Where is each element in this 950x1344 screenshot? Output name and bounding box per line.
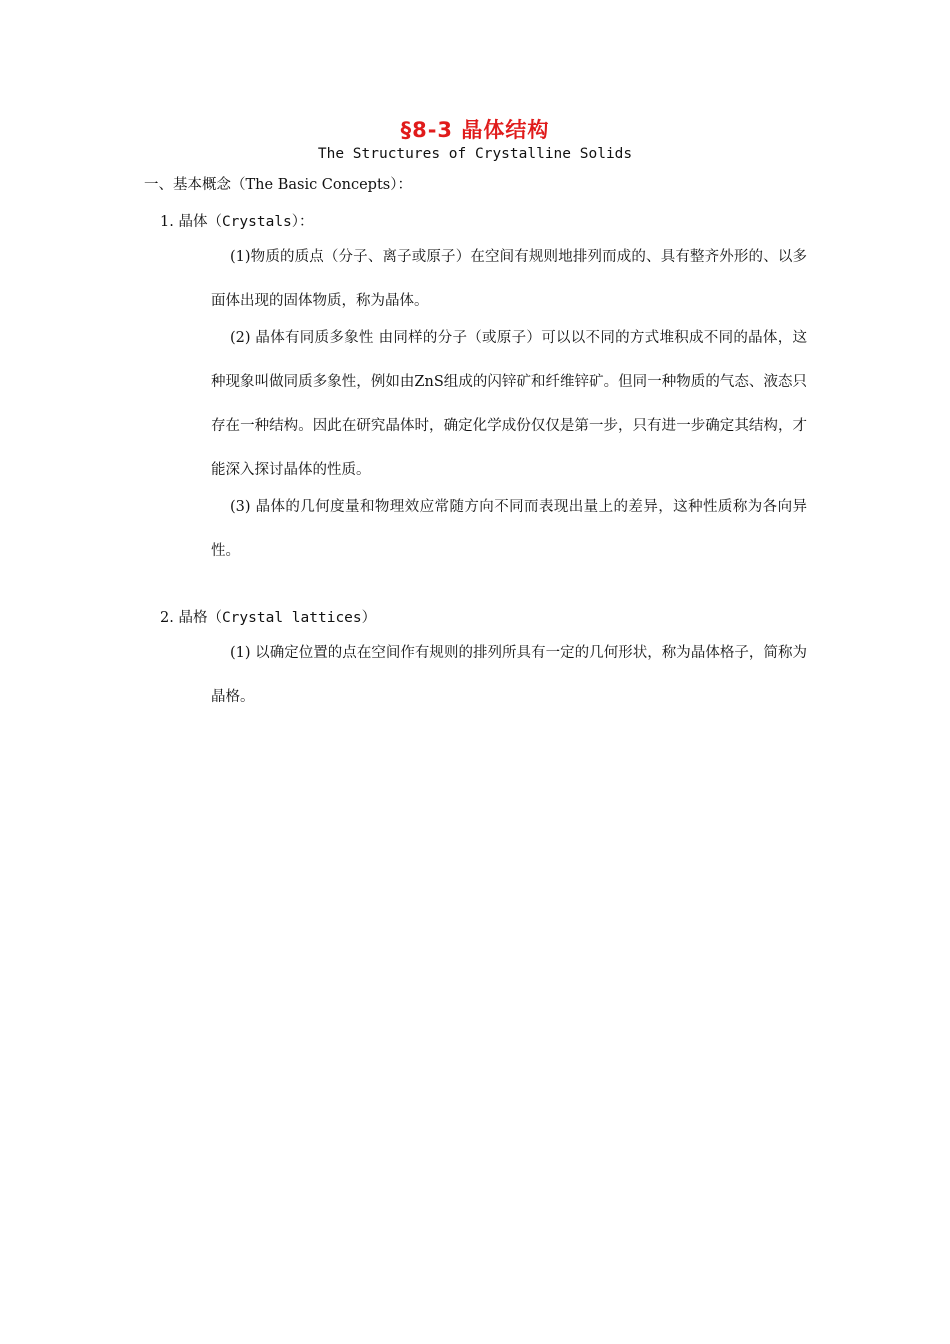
paragraph-crystals-3 bbox=[211, 485, 807, 573]
page-title: §8-3 晶体结构 bbox=[400, 118, 550, 142]
paragraph-text: (2) 晶体有同质多象性 由同样的分子（或原子）可以以不同的方式堆积成不同的晶体，这种现象叫做同质多象性，例如由ZnS组成的闪锌矿和纤维锌矿。但同一种物质的气态、液态只存在一种结构。因此在研究晶体时，确定化学成份仅仅是第一步，只有进一步确定其结构，才能深入探讨晶体的性质。 bbox=[211, 330, 807, 478]
subsection-heading-prefix: 1. 晶体（ bbox=[160, 214, 222, 230]
subsection-heading-prefix: 2. 晶格（ bbox=[160, 610, 222, 626]
subsection-heading-term: Crystals bbox=[221, 214, 292, 230]
subsection-heading-suffix: ） bbox=[361, 610, 377, 626]
paragraph-text: (1) 以确定位置的点在空间作有规则的排列所具有一定的几何形状，称为晶体格子，简称为晶格。 bbox=[211, 645, 807, 705]
paragraph-text: (1)物质的质点（分子、离子或原子）在空间有规则地排列而成的、具有整齐外形的、以多面体出现的固体物质，称为晶体。 bbox=[211, 249, 807, 309]
subsection-heading-term: Crystal lattices bbox=[221, 610, 362, 626]
paragraph-crystals-1 bbox=[211, 235, 807, 323]
section-heading-basic-concepts: 一、基本概念（The Basic Concepts）： bbox=[144, 177, 412, 193]
subsection-heading-crystals bbox=[160, 210, 314, 231]
paragraph-crystals-2 bbox=[211, 316, 807, 492]
subsection-heading-lattices bbox=[160, 606, 376, 627]
subsection-heading-suffix: ）： bbox=[291, 214, 314, 230]
paragraph-text: (3) 晶体的几何度量和物理效应常随方向不同而表现出量上的差异，这种性质称为各向异性。 bbox=[211, 499, 807, 559]
page-subtitle: The Structures of Crystalline Solids bbox=[317, 146, 633, 162]
paragraph-lattices-1 bbox=[211, 631, 807, 719]
